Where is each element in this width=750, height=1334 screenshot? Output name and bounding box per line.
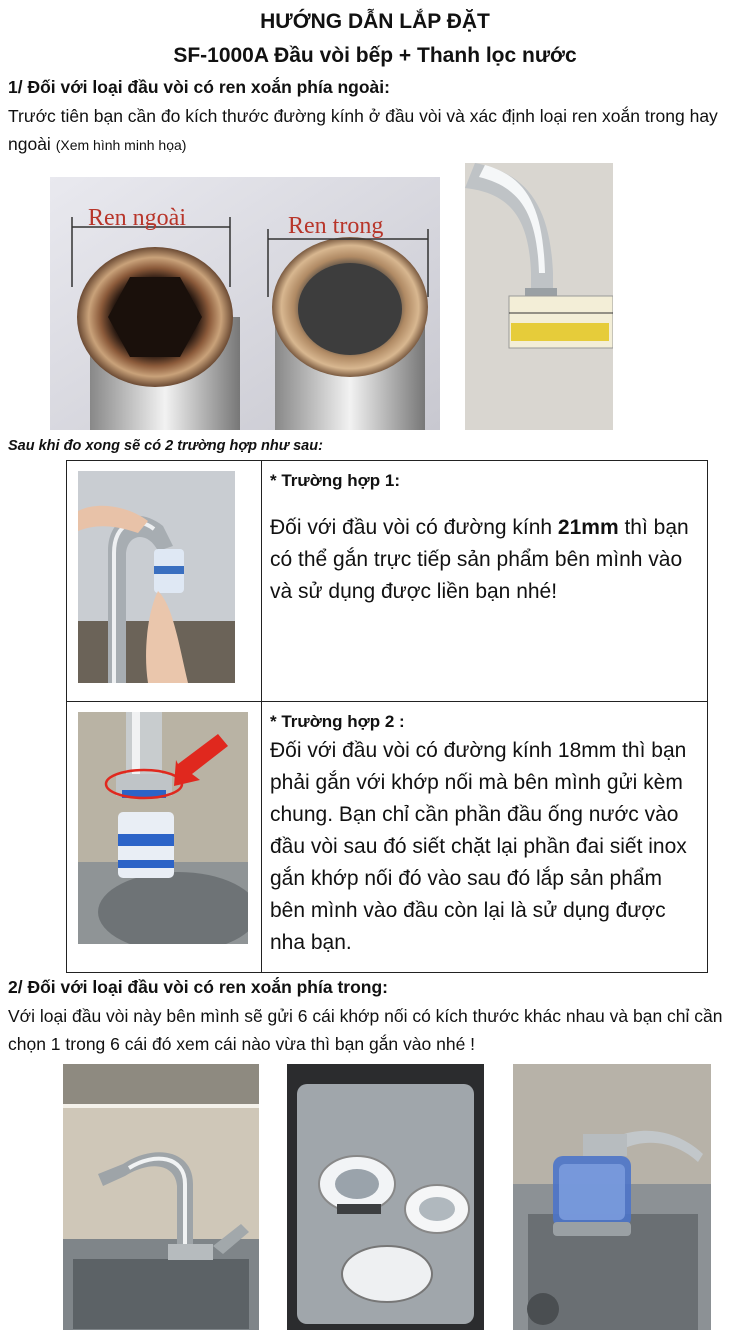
section1-body-text: Trước tiên bạn cần đo kích thước đường kính ở đầu vòi và xác định loại ren xoắn trong hay ngoài bbox=[8, 106, 718, 154]
thread-types-photo bbox=[50, 177, 440, 430]
faucet-ruler-photo bbox=[465, 163, 613, 430]
case2-image-cell bbox=[67, 702, 262, 973]
section1-heading: 1/ Đối với loại đầu vòi có ren xoắn phía ngoài: bbox=[8, 77, 390, 97]
case1-image-cell bbox=[67, 461, 262, 702]
case2-text bbox=[262, 702, 707, 959]
page-title: HƯỚNG DẪN LẮP ĐẶT bbox=[260, 10, 490, 33]
case2-body: Đối với đầu vòi có đường kính 18mm thì bạn phải gắn với khớp nối mà bên mình gửi kèm chung. Bạn chỉ cần phần đầu ống nước vào đầu vòi sau đó siết chặt lại phần đai siết inox gắn khớp nối đó vào sau đó lắp sản phẩm bên mình vào đầu còn lại là sử dụng được nha bạn. bbox=[270, 739, 687, 954]
section2-body: Với loại đầu vòi này bên mình sẽ gửi 6 cái khớp nối có kích thước khác nhau và bạn chỉ cần chọn 1 trong 6 cái đó xem cái nào vừa thì bạn gắn vào nhé ! bbox=[8, 1006, 723, 1054]
case1-body bbox=[270, 512, 699, 608]
case1-text-a: Đối với đầu vòi có đường kính bbox=[270, 516, 558, 539]
sink-faucet-photo bbox=[63, 1064, 259, 1330]
after-measure-note: Sau khi đo xong sẽ có 2 trường hợp như sau: bbox=[8, 438, 323, 454]
label-ren-trong: Ren trong bbox=[288, 213, 384, 239]
case1-bold-diameter: 21mm bbox=[557, 516, 619, 539]
case1-heading: * Trường hợp 1: bbox=[270, 471, 400, 490]
section1-note: (Xem hình minh họa) bbox=[55, 137, 187, 153]
installed-filter-photo bbox=[513, 1064, 711, 1330]
section1-body bbox=[8, 102, 742, 159]
case2-photo bbox=[78, 712, 248, 944]
cases-table bbox=[66, 460, 708, 973]
page-subtitle: SF-1000A Đầu vòi bếp + Thanh lọc nước bbox=[173, 44, 577, 67]
case1-photo bbox=[78, 471, 235, 683]
label-ren-ngoai: Ren ngoài bbox=[88, 205, 186, 231]
adapters-bag-photo bbox=[287, 1064, 484, 1330]
case1-text-cell bbox=[262, 461, 708, 702]
case1-text-b: thì bạn có thể gắn trực tiếp sản phẩm bên mình vào và sử dụng được liền bạn nhé! bbox=[270, 516, 689, 603]
case1-text bbox=[262, 461, 707, 608]
case-row bbox=[67, 461, 708, 702]
section2-heading: 2/ Đối với loại đầu vòi có ren xoắn phía trong: bbox=[8, 977, 388, 997]
case2-text-cell bbox=[262, 702, 708, 973]
case-row bbox=[67, 702, 708, 973]
case2-heading: * Trường hợp 2 : bbox=[270, 712, 405, 731]
